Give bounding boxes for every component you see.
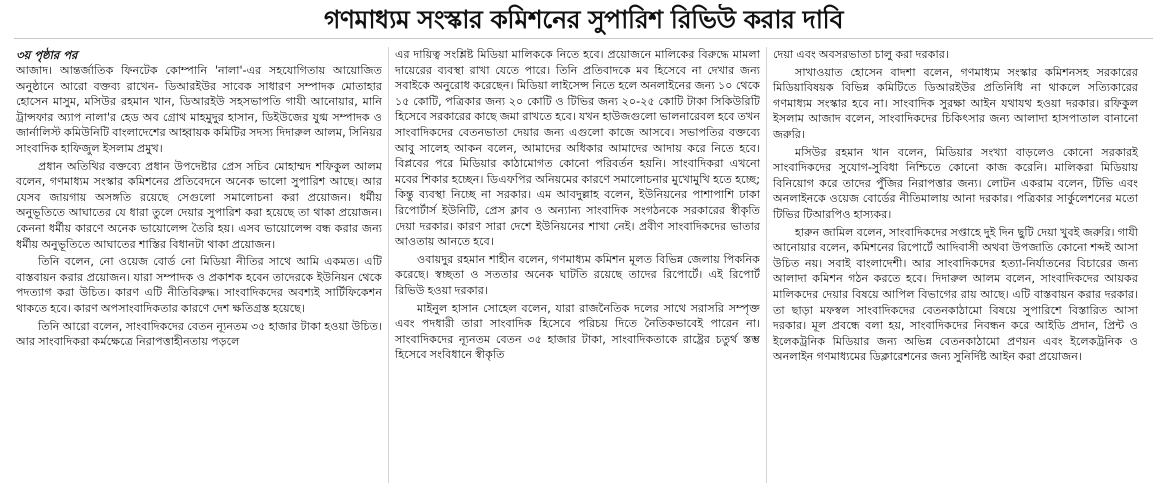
article-columns xyxy=(10,47,1157,483)
paragraph: মাইনুল হাসান সোহেল বলেন, যারা রাজনৈতিক দলের সাথে সরাসরি সম্পৃক্ত এবং পদধারী তারা সাংবাদিক হিসেবে পরিচয় দিতে নৈতিকভাবেই পারেন না। সাংবাদিকদের ন্যূনতম বেতন ৩৫ হাজার টাকা, সাংবাদিকতাকে রাষ্ট্রের চতুর্থ স্তম্ভ হিসেবে সংবিধানে স্বীকৃতি xyxy=(395,301,760,362)
paragraph: হারুন জামিল বলেন, সাংবাদিকদের সপ্তাহে দুই দিন ছুটি দেয়া খুবই জরুরি। গাযী আনোয়ার বলেন, কমিশনের রিপোর্টে আদিবাসী অথবা উপজাতি কোনো শব্দই আসা উচিত নয়। সবাই বাংলাদেশী। আর সাংবাদিকদের হত্যা-নির্যাতনের বিচারের জন্য আলাদা কমিশন গঠন করতে হবে। দিদারুল আলম বলেন, সাংবাদিকদের আয়কর মালিকদের দেয়ার বিষয়ে আপিল বিভাগের রায় আছে। এটি বাস্তবায়ন করার দরকার। তা ছাড়া মফস্বল সাংবাদিকদের বেতনকাঠামো বিষয়ে সুপারিশে বিস্তারিত আসা দরকার। মূল প্রবন্ধে বলা হয়, সাংবাদিকদের নিবন্ধন করে আইডি প্রদান, প্রিন্ট ও ইলেকট্রনিক মিডিয়ার জন্য অভিন্ন বেতনকাঠামো প্রণয়ন এবং ইলেকট্রনিক ও অনলাইন গণমাধ্যমের ডিক্লারেশনের জন্য সুনির্দিষ্ট আইন করা প্রয়োজন। xyxy=(773,225,1138,364)
paragraph: প্রধান অতিথির বক্তব্যে প্রধান উপদেষ্টার প্রেস সচিব মোহাম্মদ শফিকুল আলম বলেন, গণমাধ্যম সংস্কার কমিশনের প্রতিবেদনে অনেক ভালো সুপারিশ আছে। আর যেসব জায়গায় অসঙ্গতি রয়েছে সেগুলো সমালোচনা করা প্রয়োজন। ধর্মীয় অনুভূতিতে আঘাতের যে ধারা তুলে দেয়ার সুপারিশ করা হয়েছে তা থাকা প্রয়োজন। কেননা ধর্মীয় কারণে অনেক ভায়োলেন্স তৈরি হয়। এসব ভায়োলেন্স বন্ধ করার জন্য ধর্মীয় অনুভূতিতে আঘাতের শাস্তির বিধানটা থাকা প্রয়োজন। xyxy=(16,159,382,251)
article-column-3 xyxy=(766,47,1144,483)
paragraph: এর দায়িত্ব সংশ্লিষ্ট মিডিয়া মালিককে নিতে হবে। প্রয়োজনে মালিকের বিরুদ্ধে মামলা দায়েরের ব্যবস্থা রাখা যেতে পারে। তিনি প্রতিবাদকে মব হিসেবে না দেখার জন্য সবাইকে অনুরোধ করেছেন। মিডিয়া লাইসেন্স নিতে হলে অনলাইনের জন্য ১০ থেকে ১৫ কোটি, পত্রিকার জন্য ২০ কোটি ও টিভির জন্য ২০-২৫ কোটি টাকা সিকিউরিটি হিসেবে সরকারের কাছে জমা রাখতে হবে। যখন হাউজগুলো ভালনারেবল হবে তখন সাংবাদিকদের বেতনভাতা দেয়ার জন্য এগুলো কাজে আসবে। সভাপতির বক্তব্যে আবু সালেহ আকন বলেন, আমাদের অধিকার আমাদের আদায় করে নিতে হবে। বিপ্লবের পরে মিডিয়ার কাঠামোগত কোনো পরিবর্তন হয়নি। সাংবাদিকরা এখনো মবের শিকার হচ্ছেন। ডিএফপির অনিয়মের কারণে সমালোচনার মুখোমুখি হতে হচ্ছে; কিন্তু ব্যবস্থা নিচ্ছে না সরকার। এম আবদুল্লাহ বলেন, ইউনিয়নের পাশাপাশি ঢাকা রিপোর্টার্স ইউনিটি, প্রেস ক্লাব ও অন্যান্য সাংবাদিক সংগঠনকে সরকারের স্বীকৃতি দেয়া দরকার। কারণ সারা দেশে ইউনিয়নের শাখা নেই। প্রবীণ সাংবাদিকদের ভাতার আওতায় আনতে হবে। xyxy=(395,48,760,249)
paragraph: আজাদ। আন্তর্জাতিক ফিনটেক কোম্পানি 'নালা'-এর সহযোগিতায় আয়োজিত অনুষ্ঠানে আরো বক্তব্য রাখেন- ডিআরইউর সাবেক সাধারণ সম্পাদক মোতাহার হোসেন মাসুম, মসিউর রহমান খান, ডিআরইউ সহসভাপতি গাযী আনোয়ার, মানি ট্রান্সফার অ্যাপ নালা'র হেড অব গ্রোথ মাহমুদুর হাসান, ডিইউজের যুগ্ম সম্পাদক ও জার্নালিস্ট কমিউনিটি বাংলাদেশের আহ্বায়ক কমিটির সদস্য দিদারুল আলম, সিনিয়র সাংবাদিক হাফিজুল ইসলাম প্রমুখ। xyxy=(16,64,382,155)
continued-from-label: ৩য় পৃষ্ঠার পর xyxy=(16,48,78,62)
paragraph: তিনি বলেন, নো ওয়েজ বোর্ড নো মিডিয়া নীতির সাথে আমি একমত। এটি বাস্তবায়ন করার প্রয়োজন। যারা সম্পাদক ও প্রকাশক হবেন তাদেরকে ইউনিয়ন থেকে পদত্যাগ করা উচিত। কারণ এটি নীতিবিরুদ্ধ। সাংবাদিকদের অবশ্যই সার্টিফিকেশন থাকতে হবে। কারণ অপসাংবাদিকতার কারণে দেশ ক্ষতিগ্রস্ত হয়েছে। xyxy=(16,255,382,315)
paragraph: মসিউর রহমান খান বলেন, মিডিয়ার সংখ্যা বাড়লেও কোনো সরকারই সাংবাদিকদের সুযোগ-সুবিধা নিশ্চিতে কোনো কাজ করেনি। মালিকরা মিডিয়ায় বিনিয়োগ করে তাদের পুঁজির নিরাপত্তার জন্য। লোটন একরাম বলেন, টিভি এবং অনলাইনকে ওয়েজ বোর্ডের নীতিমালায় আনা দরকার। পত্রিকার সার্কুলেশনের মতো টিভির টিআরপিও হাস্যকর। xyxy=(773,145,1138,221)
article-column-1 xyxy=(10,47,388,483)
article-column-2 xyxy=(388,47,766,483)
paragraph: তিনি আরো বলেন, সাংবাদিকদের বেতন ন্যূনতম ৩৫ হাজার টাকা হওয়া উচিত। আর সাংবাদিকরা কর্মক্ষেত্রে নিরাপত্তাহীনতায় পড়লে xyxy=(16,319,382,349)
article-headline: গণমাধ্যম সংস্কার কমিশনের সুপারিশ রিভিউ করার দাবি xyxy=(14,4,1153,39)
paragraph: সাখাওয়াত হোসেন বাদশা বলেন, গণমাধ্যম সংস্কার কমিশনসহ সরকারের মিডিয়াবিষয়ক বিভিন্ন কমিটিতে ডিআরইউর প্রতিনিধি না থাকলে সত্যিকারের গণমাধ্যম সংস্কার হবে না। সাংবাদিক সুরক্ষা আইন যথাযথ হওয়া দরকার। রফিকুল ইসলাম আজাদ বলেন, সাংবাদিকদের চিকিৎসার জন্য আলাদা হাসপাতাল বানানো জরুরি। xyxy=(773,65,1138,141)
paragraph: দেয়া এবং অবসরভাতা চালু করা দরকার। xyxy=(773,48,949,61)
paragraph: ওবায়দুর রহমান শাহীন বলেন, গণমাধ্যম কমিশন মূলত বিভিন্ন জেলায় পিকনিক করেছে। স্বচ্ছতা ও সততার অনেক ঘাটতি রয়েছে তাদের রিপোর্টে। এই রিপোর্ট রিভিউ হওয়া দরকার। xyxy=(395,252,760,297)
